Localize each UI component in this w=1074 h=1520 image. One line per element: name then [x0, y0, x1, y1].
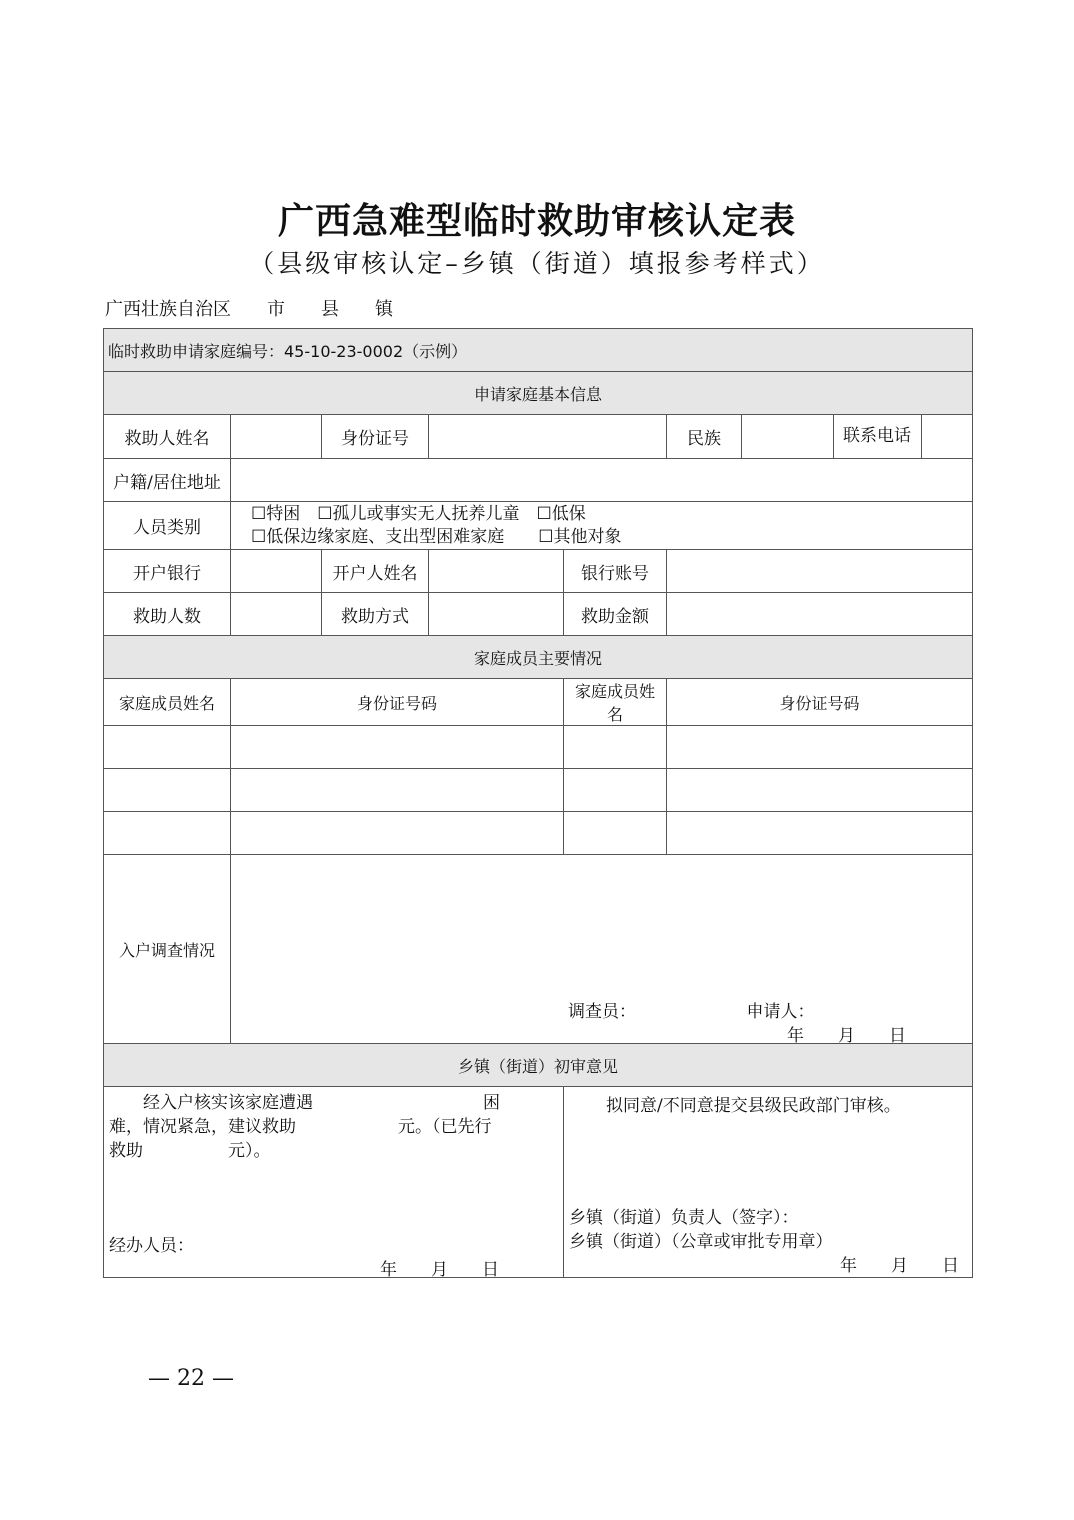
document-subtitle: （县级审核认定–乡镇（街道）填报参考样式）: [249, 249, 825, 278]
category-options-line-1[interactable]: ☐特困 ☐孤儿或事实无人抚养儿童 ☐低保: [251, 503, 586, 524]
opinion-right-text: 拟同意/不同意提交县级民政部门审核。: [606, 1096, 901, 1116]
members-header-id-2: 身份证号码: [667, 679, 973, 726]
account-number-field[interactable]: [667, 550, 973, 593]
members-header-name-2: 家庭成员姓名: [564, 679, 667, 726]
opinion-left-text: 经入户核实该家庭遭遇 困 难，情况紧急，建议救助 元。（已先行 救助 元）。: [109, 1093, 500, 1161]
member-name-cell[interactable]: [564, 726, 667, 769]
table-row: [104, 726, 973, 769]
responsible-signature-label: 乡镇（街道）负责人（签字）：: [569, 1208, 799, 1228]
account-holder-field[interactable]: [429, 550, 564, 593]
section-family-members: 家庭成员主要情况: [104, 636, 973, 679]
member-id-cell[interactable]: [231, 726, 564, 769]
aid-count-label: 救助人数: [104, 593, 231, 636]
section-town-opinion: 乡镇（街道）初审意见: [104, 1044, 973, 1087]
member-name-cell[interactable]: [104, 726, 231, 769]
bank-label: 开户银行: [104, 550, 231, 593]
account-holder-label: 开户人姓名: [322, 550, 429, 593]
region-line: 广西壮族自治区 市 县 镇: [105, 299, 393, 320]
aid-amount-label: 救助金额: [564, 593, 667, 636]
address-field[interactable]: [231, 459, 973, 502]
table-row: [104, 769, 973, 812]
seal-label: 乡镇（街道）（公章或审批专用章）: [569, 1232, 833, 1252]
ethnicity-label: 民族: [667, 415, 742, 459]
members-header-id-1: 身份证号码: [231, 679, 564, 726]
id-number-field[interactable]: [429, 415, 667, 459]
bank-field[interactable]: [231, 550, 322, 593]
review-form-table: [103, 328, 973, 1278]
id-number-label: 身份证号: [322, 415, 429, 459]
handler-label: 经办人员：: [109, 1236, 194, 1256]
survey-field[interactable]: [231, 855, 973, 1044]
member-id-cell[interactable]: [231, 812, 564, 855]
member-id-cell[interactable]: [667, 726, 973, 769]
account-number-label: 银行账号: [564, 550, 667, 593]
member-name-cell[interactable]: [564, 812, 667, 855]
family-number-row: 临时救助申请家庭编号：45-10-23-0002（示例）: [104, 329, 973, 372]
document-title: 广西急难型临时救助审核认定表: [277, 200, 796, 242]
recipient-name-field[interactable]: [231, 415, 322, 459]
recipient-name-label: 救助人姓名: [104, 415, 231, 459]
opinion-left-date: 年 月 日: [380, 1260, 499, 1280]
category-options[interactable]: [231, 502, 973, 550]
aid-method-field[interactable]: [429, 593, 564, 636]
ethnicity-field[interactable]: [742, 415, 834, 459]
member-id-cell[interactable]: [667, 812, 973, 855]
aid-method-label: 救助方式: [322, 593, 429, 636]
phone-cell: [834, 415, 973, 459]
opinion-left-cell[interactable]: [104, 1087, 564, 1278]
member-id-cell[interactable]: [231, 769, 564, 812]
member-name-cell[interactable]: [564, 769, 667, 812]
opinion-right-date: 年 月 日: [840, 1256, 959, 1276]
category-options-line-2[interactable]: ☐低保边缘家庭、支出型困难家庭 ☐其他对象: [251, 526, 622, 547]
survey-label: 入户调查情况: [104, 855, 231, 1044]
opinion-right-cell[interactable]: [564, 1087, 973, 1278]
members-header-name-1: 家庭成员姓名: [104, 679, 231, 726]
member-id-cell[interactable]: [667, 769, 973, 812]
survey-signatures: 调查员： 申请人：: [568, 1002, 815, 1022]
category-label: 人员类别: [104, 502, 231, 550]
survey-date: 年 月 日: [787, 1026, 906, 1046]
phone-label: 联系电话: [833, 415, 922, 458]
table-row: [104, 812, 973, 855]
member-name-cell[interactable]: [104, 769, 231, 812]
member-name-cell[interactable]: [104, 812, 231, 855]
aid-amount-field[interactable]: [667, 593, 973, 636]
aid-count-field[interactable]: [231, 593, 322, 636]
page-number: — 22 —: [148, 1366, 234, 1391]
address-label: 户籍/居住地址: [104, 459, 231, 502]
section-basic-info: 申请家庭基本信息: [104, 372, 973, 415]
